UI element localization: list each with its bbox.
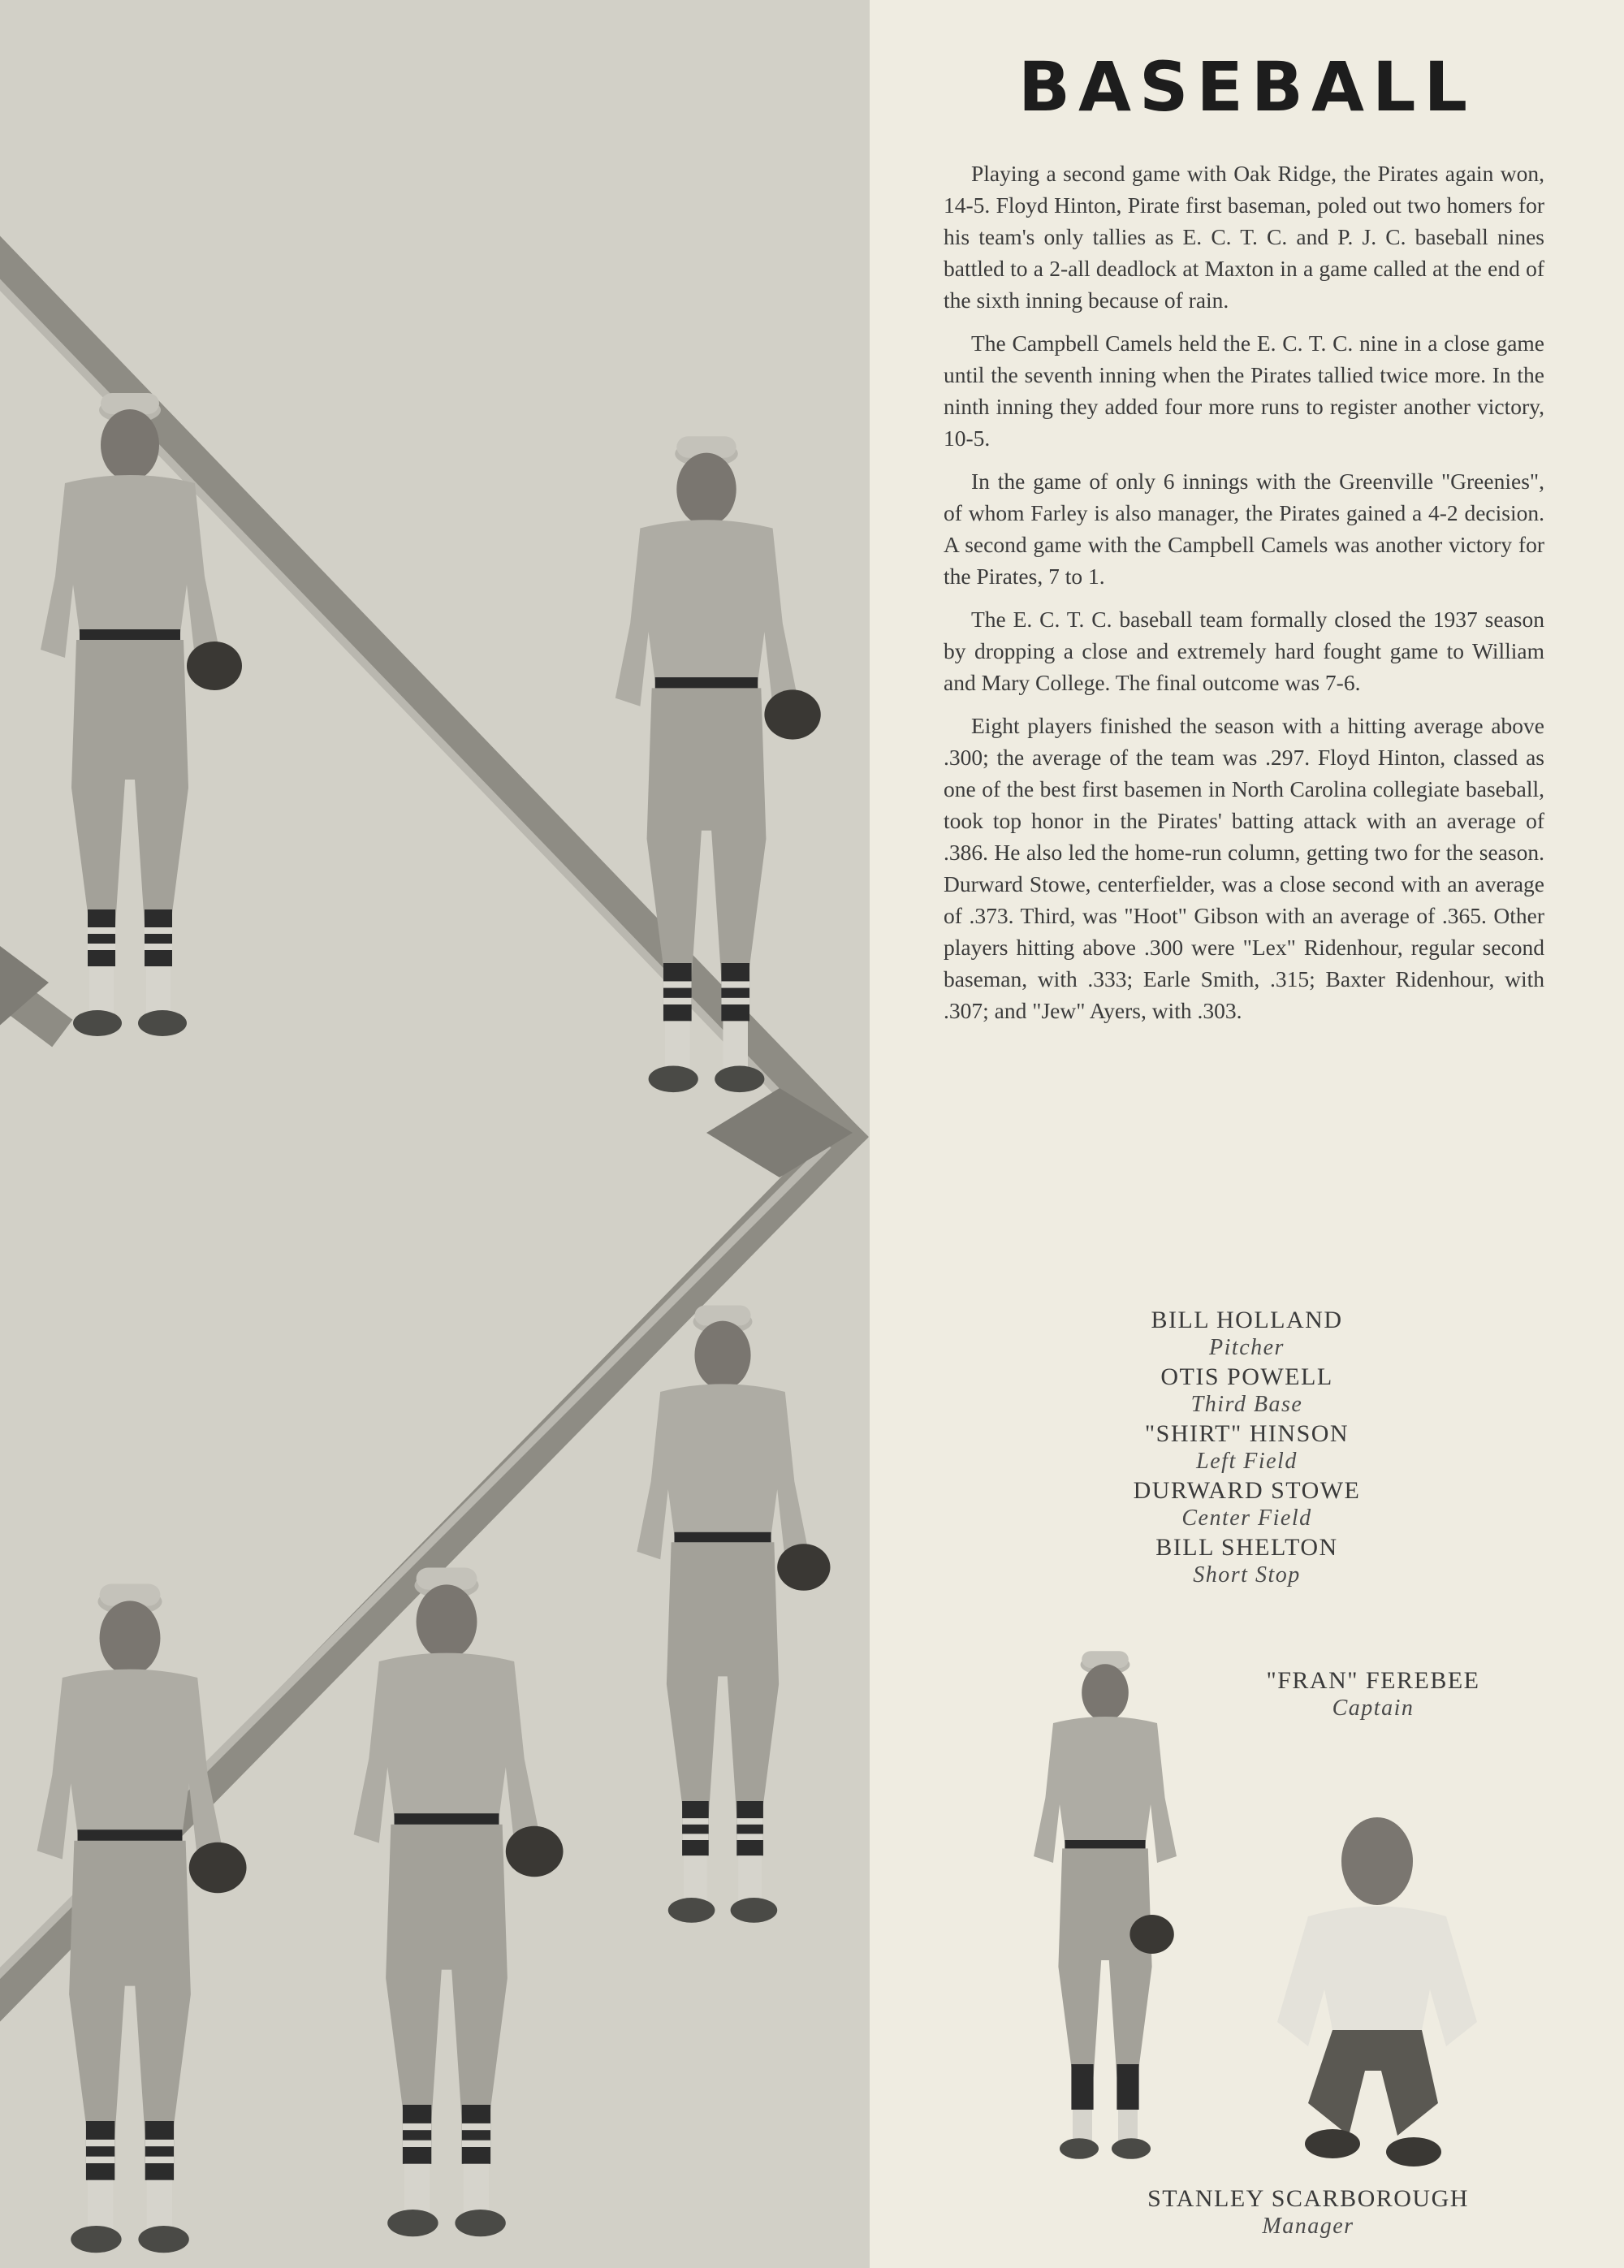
player-photo-3 — [637, 1305, 830, 1922]
article-paragraph: In the game of only 6 innings with the Greenville "Greenies", of whom Farley is also manager, the Pirates gained a 4-2 decision. A second game with the Campbell Camels was another victory for the Pirates, 7 to 1. — [944, 469, 1544, 589]
text-column — [870, 0, 1624, 2268]
article-body — [944, 158, 1544, 1038]
roster-name: BILL SHELTON — [1155, 1534, 1338, 1561]
article-paragraph: Eight players finished the season with a hitting average above .300; the average of the team was .297. Floyd Hinton, classed as one of the best first basemen in North Carolina collegiate baseball, took top honor in the Pirates' batting attack with an average of .386. He also led the home-run column, getting two for the season. Durward Stowe, centerfielder, was a close second with an average of .373. Third, was "Hoot" Gibson with an average of .365. Other players hitting above .300 were "Lex" Ridenhour, regular second baseman, with .333; Earle Smith, .315; Baxter Ridenhour, with .307; and "Jew" Ayers, with .303. — [944, 713, 1544, 1023]
roster-position: Pitcher — [1209, 1335, 1285, 1360]
roster-position: Third Base — [1190, 1392, 1303, 1417]
roster-name: BILL HOLLAND — [1151, 1307, 1343, 1333]
manager-photo-icon — [1259, 1811, 1487, 2176]
article-paragraph: The Campbell Camels held the E. C. T. C. nine in a close game until the seventh inning when the Pirates tallied twice more. In the ninth inning they added four more runs to register another victory, 10-5. — [944, 330, 1544, 451]
manager-name: STANLEY SCARBOROUGH — [1147, 2185, 1469, 2212]
roster-position: Short Stop — [1193, 1562, 1301, 1588]
article-paragraph: Playing a second game with Oak Ridge, the Pirates again won, 14-5. Floyd Hinton, Pirate first baseman, poled out two homers for his team's only tallies as E. C. T. C. and P. J. C. baseball nines battled to a 2-all deadlock at Maxton in a game called at the end of the sixth inning because of rain. — [944, 161, 1544, 313]
roster-name: DURWARD STOWE — [1133, 1477, 1361, 1504]
manager-caption — [1113, 2184, 1503, 2241]
captain-caption — [1199, 1666, 1548, 1723]
manager-role: Manager — [1262, 2214, 1354, 2239]
article-paragraph: The E. C. T. C. baseball team formally closed the 1937 season by dropping a close and extremely hard fought game to William and Mary College. The final outcome was 7-6. — [944, 607, 1544, 695]
player-photo-4 — [354, 1568, 564, 2237]
captain-role: Captain — [1332, 1696, 1415, 1721]
player-roster — [870, 1306, 1624, 1590]
roster-position: Left Field — [1196, 1449, 1298, 1474]
roster-position: Center Field — [1181, 1506, 1312, 1531]
captain-photo-icon — [1000, 1648, 1211, 2168]
captain-name: "FRAN" FEREBEE — [1266, 1667, 1480, 1694]
page-title: BASEBALL — [1018, 47, 1475, 127]
roster-name: "SHIRT" HINSON — [1144, 1420, 1350, 1447]
roster-name: OTIS POWELL — [1160, 1363, 1333, 1390]
